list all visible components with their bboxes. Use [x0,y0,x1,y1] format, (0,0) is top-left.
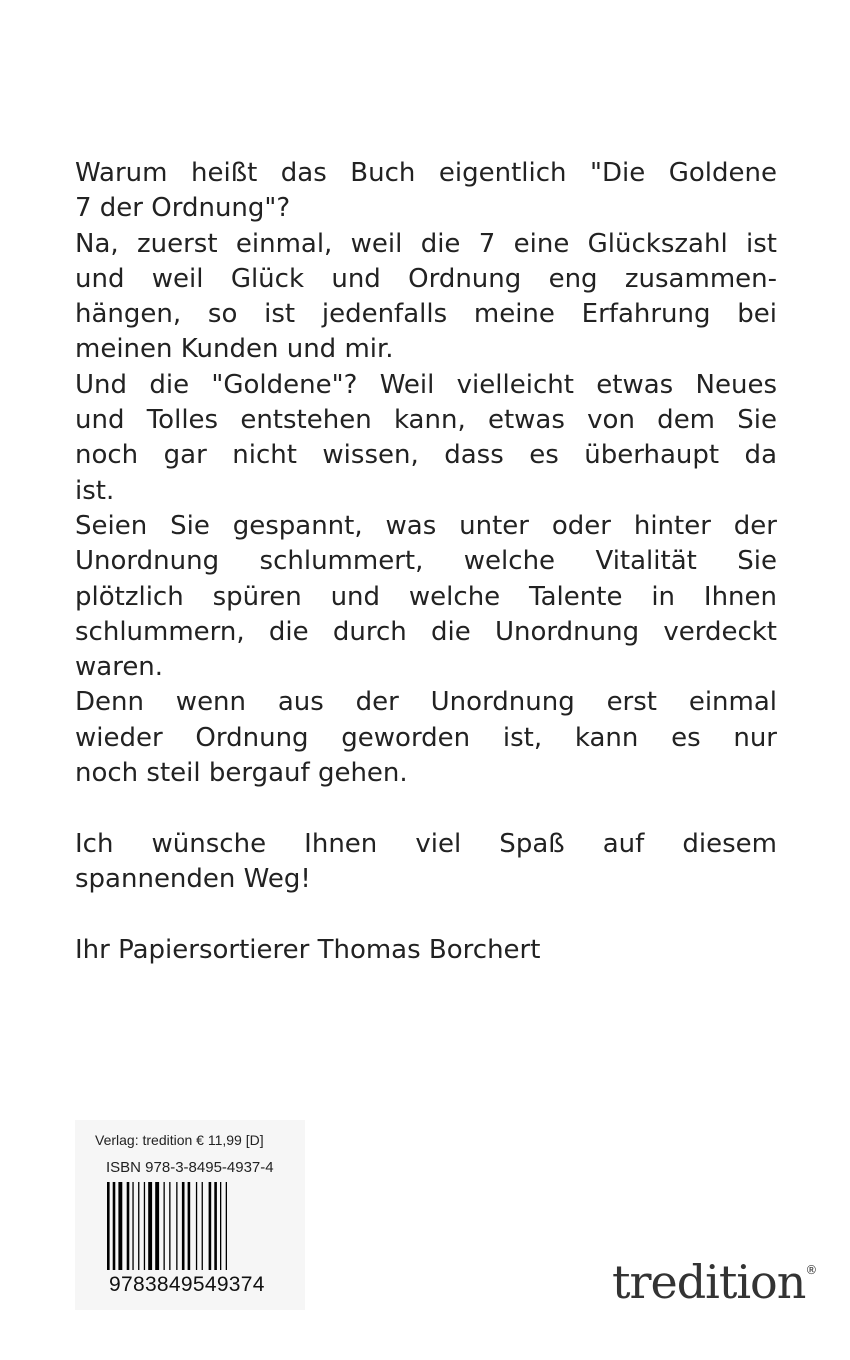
text-line: plötzlich spüren und welche Talente in Ihnen [75,581,777,612]
paragraph [75,368,777,509]
back-cover-text [75,156,777,968]
barcode-bar [176,1182,177,1270]
barcode-bar [148,1182,152,1270]
text-line: schlummern, die durch die Unordnung verdeckt [75,616,777,647]
barcode-bar [113,1182,116,1270]
barcode-bar [144,1182,145,1270]
text-line: hängen, so ist jedenfalls meine Erfahrung bei [75,299,777,330]
barcode-bar [209,1182,212,1270]
paragraph [75,227,777,368]
barcode-icon [107,1182,227,1270]
barcode-bar [127,1182,130,1270]
barcode-bar [182,1182,185,1270]
text-line: noch steil bergauf gehen. [75,758,408,789]
paragraph [75,685,777,791]
publisher-price: Verlag: tredition € 11,99 [D] [95,1132,264,1148]
text-line: und Tolles entstehen kann, etwas von dem Sie [75,405,777,436]
paragraph [75,509,777,685]
barcode-bar [214,1182,217,1270]
barcode-bar [107,1182,110,1270]
text-line: Unordnung schlummert, welche Vitalität Sie [75,546,777,577]
paragraph-gap [75,791,777,826]
text-line: und weil Glück und Ordnung eng zusammen- [75,263,777,294]
text-line: meinen Kunden und mir. [75,334,394,365]
barcode-bar [169,1182,170,1270]
text-line: 7 der Ordnung"? [75,193,291,224]
text-line: spannenden Weg! [75,863,311,894]
text-line: Und die "Goldene"? Weil vielleicht etwas Neues [75,369,777,400]
barcode-bar [132,1182,133,1270]
paragraph-gap [75,897,777,932]
barcode-box [75,1120,305,1310]
text-line: Na, zuerst einmal, weil die 7 eine Glückszahl ist [75,228,777,259]
barcode-bar [155,1182,159,1270]
tredition-logo [612,1255,816,1309]
text-line: noch gar nicht wissen, dass es überhaupt da [75,440,777,471]
paragraph [75,933,777,968]
barcode-bar [188,1182,191,1270]
text-line: Ich wünsche Ihnen viel Spaß auf diesem [75,828,777,859]
barcode-bar [196,1182,197,1270]
text-line: waren. [75,652,164,683]
text-line: Warum heißt das Buch eigentlich "Die Goldene [75,158,777,188]
barcode-bar [202,1182,203,1270]
paragraph [75,156,777,227]
barcode-bar [138,1182,139,1270]
barcode-bar [164,1182,165,1270]
logo-text: tredition [612,1255,806,1309]
barcode-bar [118,1182,122,1270]
text-line: Seien Sie gespannt, was unter oder hinter der [75,510,777,541]
barcode-bar [220,1182,221,1270]
paragraph [75,827,777,898]
registered-mark: ® [805,1263,817,1277]
isbn: ISBN 978-3-8495-4937-4 [106,1159,274,1176]
text-line: Denn wenn aus der Unordnung erst einmal [75,687,777,718]
ean-number: 9783849549374 [109,1273,265,1296]
text-line: wieder Ordnung geworden ist, kann es nur [75,722,777,753]
barcode-bar [226,1182,227,1270]
text-line: ist. [75,475,115,506]
text-line: Ihr Papiersortierer Thomas Borchert [75,934,541,965]
